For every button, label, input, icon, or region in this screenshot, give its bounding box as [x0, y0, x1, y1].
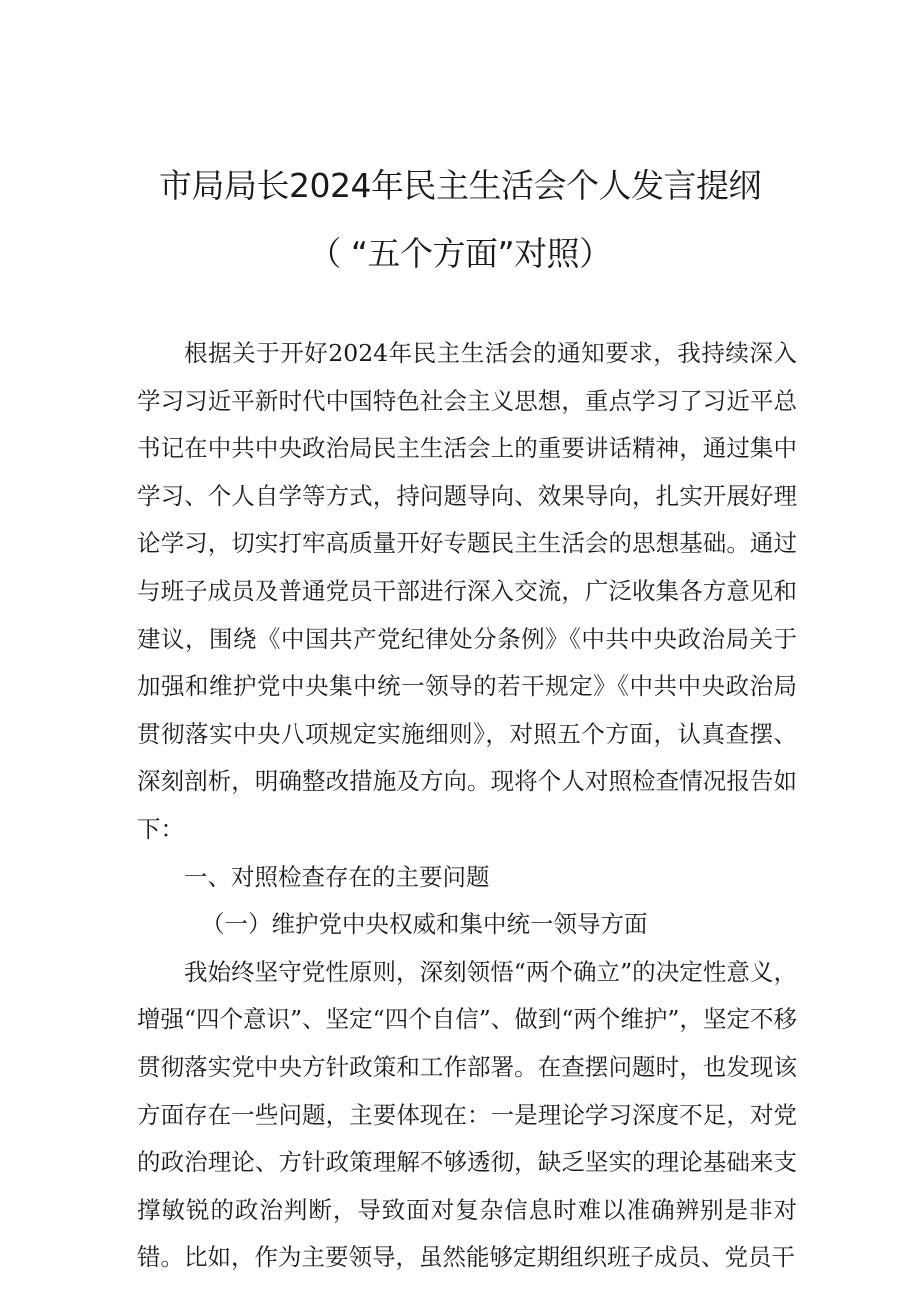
intro-line: 议，围绕《中国共产党纪律处分条例》《中共中央政治局关于加 — [137, 624, 798, 701]
intro-line: 根据关于开好2024年民主生活会的通知要求，我持续深入学 — [137, 339, 797, 415]
subsection-heading: （一）维护党中央权威和集中统一领导方面 — [201, 910, 648, 939]
intro-line: 习习近平新时代中国特色社会主义思想，重点学习了习近平总书 — [137, 386, 798, 463]
body-line: 定不移贯彻落实党中央方针政策和工作部署。在查摆问题时，也 — [137, 1005, 797, 1081]
body-line: 对党的政治理论、方针政策理解不够透彻，缺乏坚实的理论基础来 — [137, 1100, 798, 1177]
section-heading: 一、对照检查存在的主要问题 — [184, 862, 490, 891]
document-title: 市局局长2024年民主生活会个人发言提纲 — [159, 166, 761, 205]
body-paragraph — [137, 949, 797, 1282]
document-subtitle: （ “五个方面”对照） — [308, 234, 612, 273]
body-line: 发现该方面存在一些问题，主要体现在：一是理论学习深度不足， — [137, 1052, 798, 1129]
body-line: 我始终坚守党性原则，深刻领悟“两个确立”的决定性意义， — [184, 957, 797, 986]
intro-line: 学习，切实打牢高质量开好专题民主生活会的思想基础。通过与 — [137, 529, 798, 605]
intro-paragraph — [137, 330, 797, 854]
body-line: 增强“四个意识”、坚定“四个自信”、做到“两个维护”，坚 — [137, 1005, 727, 1034]
intro-line: 刻剖析，明确整改措施及方向。现将个人对照检查情况报告如下： — [137, 767, 798, 843]
intro-line: 记在中共中央政治局民主生活会上的重要讲话精神，通过集中学 — [137, 434, 798, 510]
body-line: 支撑敏锐的政治判断，导致面对复杂信息时难以准确辨别是非对 — [137, 1148, 797, 1224]
intro-line: 彻落实中央八项规定实施细则》，对照五个方面，认真查摆、深 — [137, 719, 798, 796]
intro-line: 强和维护党中央集中统一领导的若干规定》《中共中央政治局贯 — [137, 672, 798, 748]
intro-line: 班子成员及普通党员干部进行深入交流，广泛收集各方意见和建 — [137, 576, 798, 653]
document-body — [137, 330, 797, 1282]
body-line: 错。比如，作为主要领导，虽然能够定期组织班子成员、党员干 — [137, 1243, 795, 1272]
intro-line: 习、个人自学等方式，持问题导向、效果导向，扎实开展好理论 — [137, 481, 798, 558]
